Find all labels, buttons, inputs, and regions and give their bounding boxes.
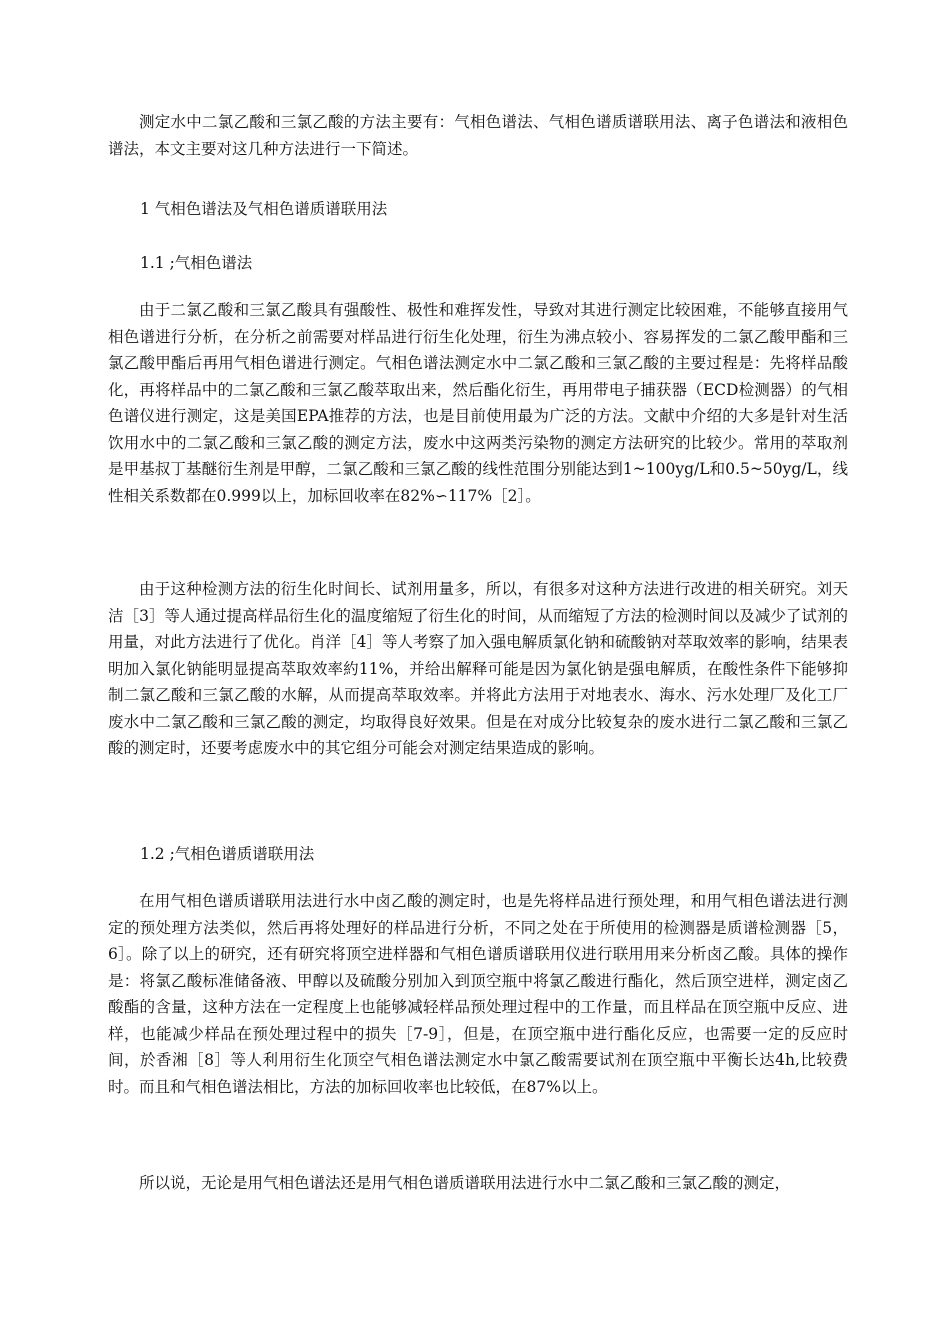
gcms-paragraph-1: 在用气相色谱质谱联用法进行水中卤乙酸的测定时，也是先将样品进行预处理，和用气相色谱法进行测定的预处理方法类似，然后再将处理好的样品进行分析，不同之处在于所使用的检测器是质谱检测器［5，6］。除了以上的研究，还有研究将顶空进样器和气相色谱质谱联用仪进行联用用来分析卤乙酸。具体的操作是：将氯乙酸标准储备液、甲醇以及硫酸分别加入到顶空瓶中将氯乙酸进行酯化，然后顶空进样，测定卤乙酸酯的含量，这种方法在一定程度上也能够减轻样品预处理过程中的工作量，而且样品在顶空瓶中反应、进样，也能减少样品在预处理过程中的损失［7-9］，但是，在顶空瓶中进行酯化反应，也需要一定的反应时间，於香湘［8］等人利用衍生化顶空气相色谱法测定水中氯乙酸需要试剂在顶空瓶中平衡长达4h,比较费时。而且和气相色谱法相比，方法的加标回收率也比较低，在87%以上。 — [108, 892, 848, 1096]
conclusion-paragraph: 所以说，无论是用气相色谱法还是用气相色谱质谱联用法进行水中二氯乙酸和三氯乙酸的测定， — [139, 1174, 791, 1192]
section-heading-1: 1 气相色谱法及气相色谱质谱联用法 — [140, 200, 388, 218]
section-heading-1-1: 1.1 ;气相色谱法 — [140, 254, 253, 272]
intro-paragraph: 测定水中二氯乙酸和三氯乙酸的方法主要有：气相色谱法、气相色谱质谱联用法、离子色谱法和液相色谱法，本文主要对这几种方法进行一下简述。 — [108, 113, 848, 158]
section-heading-1-2: 1.2 ;气相色谱质谱联用法 — [140, 845, 315, 863]
gc-paragraph-1: 由于二氯乙酸和三氯乙酸具有强酸性、极性和难挥发性，导致对其进行测定比较困难，不能够直接用气相色谱进行分析，在分析之前需要对样品进行衍生化处理，衍生为沸点较小、容易挥发的二氯乙酸甲酯和三氯乙酸甲酯后再用气相色谱进行测定。气相色谱法测定水中二氯乙酸和三氯乙酸的主要过程是：先将样品酸化，再将样品中的二氯乙酸和三氯乙酸萃取出来，然后酯化衍生，再用带电子捕获器（ECD检测器）的气相色谱仪进行测定，这是美国EPA推荐的方法，也是目前使用最为广泛的方法。文献中介绍的大多是针对生活饮用水中的二氯乙酸和三氯乙酸的测定方法，废水中这两类污染物的测定方法研究的比较少。常用的萃取剂是甲基叔丁基醚衍生剂是甲醇，二氯乙酸和三氯乙酸的线性范围分别能达到1~100yg/L和0.5~50yg/L，线性相关系数都在0.999以上，加标回收率在82%∽117%［2］。 — [108, 301, 848, 505]
gc-paragraph-2: 由于这种检测方法的衍生化时间长、试剂用量多，所以，有很多对这种方法进行改进的相关研究。刘天洁［3］等人通过提高样品衍生化的温度缩短了衍生化的时间，从而缩短了方法的检测时间以及减少了试剂的用量，对此方法进行了优化。肖洋［4］等人考察了加入强电解质氯化钠和硫酸钠对萃取效率的影响，结果表明加入氯化钠能明显提高萃取效率約11%，并给出解释可能是因为氯化钠是强电解质，在酸性条件下能够抑制二氯乙酸和三氯乙酸的水解，从而提高萃取效率。并将此方法用于对地表水、海水、污水处理厂及化工厂废水中二氯乙酸和三氯乙酸的测定，均取得良好效果。但是在对成分比较复杂的废水进行二氯乙酸和三氯乙酸的测定时，还要考虑废水中的其它组分可能会对测定结果造成的影响。 — [108, 580, 848, 757]
